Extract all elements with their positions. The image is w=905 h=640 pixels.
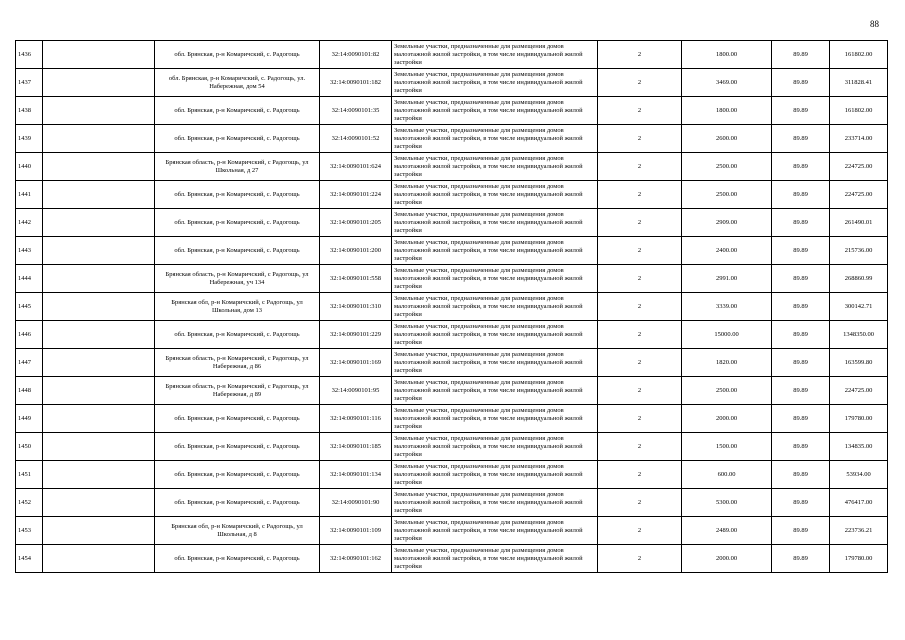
address-cell: Брянская область, р-н Комаричский, с Радогощь, ул Набережная, уч 134: [155, 265, 320, 293]
land-use-cell: Земельные участки, предназначенные для размещения домов малоэтажной жилой застройки, в том числе индивидуальной жилой застройки: [392, 237, 598, 265]
address-cell: обл. Брянская, р-н Комаричский, с. Радогощь: [155, 433, 320, 461]
address-cell: обл. Брянская, р-н Комаричский, с. Радогощь, ул. Набережная, дом 54: [155, 69, 320, 97]
address-cell: обл. Брянская, р-н Комаричский, с. Радогощь: [155, 237, 320, 265]
area-cell: 2600.00: [682, 125, 772, 153]
table-row: [16, 181, 888, 209]
blank-cell: [43, 293, 155, 321]
land-use-cell: Земельные участки, предназначенные для размещения домов малоэтажной жилой застройки, в том числе индивидуальной жилой застройки: [392, 69, 598, 97]
row-number-cell: 1446: [16, 321, 43, 349]
area-cell: 600.00: [682, 461, 772, 489]
group-cell: 2: [598, 153, 682, 181]
blank-cell: [43, 237, 155, 265]
blank-cell: [43, 265, 155, 293]
table-row: [16, 265, 888, 293]
cadastral-value-cell: 215736.00: [830, 237, 888, 265]
address-cell: обл. Брянская, р-н Комаричский, с. Радогощь: [155, 405, 320, 433]
table-row: [16, 461, 888, 489]
row-number-cell: 1442: [16, 209, 43, 237]
table-row: [16, 433, 888, 461]
cadastral-value-cell: 300142.71: [830, 293, 888, 321]
rate-cell: 89.89: [772, 461, 830, 489]
cadastral-value-cell: 224725.00: [830, 181, 888, 209]
land-use-cell: Земельные участки, предназначенные для размещения домов малоэтажной жилой застройки, в том числе индивидуальной жилой застройки: [392, 545, 598, 573]
row-number-cell: 1444: [16, 265, 43, 293]
group-cell: 2: [598, 489, 682, 517]
group-cell: 2: [598, 433, 682, 461]
row-number-cell: 1451: [16, 461, 43, 489]
area-cell: 2991.00: [682, 265, 772, 293]
blank-cell: [43, 209, 155, 237]
row-number-cell: 1436: [16, 41, 43, 69]
cadastral-number-cell: 32:14:0090101:162: [320, 545, 392, 573]
land-use-cell: Земельные участки, предназначенные для размещения домов малоэтажной жилой застройки, в том числе индивидуальной жилой застройки: [392, 321, 598, 349]
area-cell: 3339.00: [682, 293, 772, 321]
blank-cell: [43, 181, 155, 209]
blank-cell: [43, 377, 155, 405]
row-number-cell: 1449: [16, 405, 43, 433]
table-row: [16, 69, 888, 97]
area-cell: 1800.00: [682, 41, 772, 69]
area-cell: 15000.00: [682, 321, 772, 349]
row-number-cell: 1447: [16, 349, 43, 377]
land-use-cell: Земельные участки, предназначенные для размещения домов малоэтажной жилой застройки, в том числе индивидуальной жилой застройки: [392, 125, 598, 153]
cadastral-value-cell: 179780.00: [830, 405, 888, 433]
rate-cell: 89.89: [772, 349, 830, 377]
cadastral-number-cell: 32:14:0090101:185: [320, 433, 392, 461]
rate-cell: 89.89: [772, 153, 830, 181]
table-row: [16, 489, 888, 517]
group-cell: 2: [598, 237, 682, 265]
area-cell: 3469.00: [682, 69, 772, 97]
address-cell: обл. Брянская, р-н Комаричский, с. Радогощь: [155, 181, 320, 209]
area-cell: 2500.00: [682, 153, 772, 181]
blank-cell: [43, 97, 155, 125]
page-number: 88: [870, 19, 879, 29]
area-cell: 2400.00: [682, 237, 772, 265]
table-body: [16, 41, 888, 573]
land-use-cell: Земельные участки, предназначенные для размещения домов малоэтажной жилой застройки, в том числе индивидуальной жилой застройки: [392, 41, 598, 69]
blank-cell: [43, 41, 155, 69]
area-cell: 2909.00: [682, 209, 772, 237]
row-number-cell: 1440: [16, 153, 43, 181]
cadastral-value-cell: 224725.00: [830, 153, 888, 181]
address-cell: Брянская область, р-н Комаричский, с Радогощь, ул Школьная, д 27: [155, 153, 320, 181]
group-cell: 2: [598, 41, 682, 69]
cadastral-number-cell: 32:14:0090101:169: [320, 349, 392, 377]
group-cell: 2: [598, 377, 682, 405]
blank-cell: [43, 461, 155, 489]
area-cell: 1800.00: [682, 97, 772, 125]
group-cell: 2: [598, 461, 682, 489]
area-cell: 5300.00: [682, 489, 772, 517]
cadastral-value-cell: 311828.41: [830, 69, 888, 97]
blank-cell: [43, 125, 155, 153]
table-row: [16, 125, 888, 153]
cadastral-value-cell: 224725.00: [830, 377, 888, 405]
cadastral-value-cell: 161802.00: [830, 97, 888, 125]
group-cell: 2: [598, 293, 682, 321]
land-use-cell: Земельные участки, предназначенные для размещения домов малоэтажной жилой застройки, в том числе индивидуальной жилой застройки: [392, 489, 598, 517]
rate-cell: 89.89: [772, 125, 830, 153]
address-cell: Брянская обл, р-н Комаричский, с Радогощь, ул Школьная, д 8: [155, 517, 320, 545]
address-cell: обл. Брянская, р-н Комаричский, с. Радогощь: [155, 125, 320, 153]
cadastral-value-cell: 268860.99: [830, 265, 888, 293]
area-cell: 2000.00: [682, 545, 772, 573]
land-use-cell: Земельные участки, предназначенные для размещения домов малоэтажной жилой застройки, в том числе индивидуальной жилой застройки: [392, 377, 598, 405]
table-row: [16, 517, 888, 545]
row-number-cell: 1445: [16, 293, 43, 321]
rate-cell: 89.89: [772, 237, 830, 265]
land-use-cell: Земельные участки, предназначенные для размещения домов малоэтажной жилой застройки, в том числе индивидуальной жилой застройки: [392, 181, 598, 209]
area-cell: 2489.00: [682, 517, 772, 545]
address-cell: обл. Брянская, р-н Комаричский, с. Радогощь: [155, 209, 320, 237]
address-cell: обл. Брянская, р-н Комаричский, с. Радогощь: [155, 97, 320, 125]
rate-cell: 89.89: [772, 265, 830, 293]
area-cell: 1820.00: [682, 349, 772, 377]
land-use-cell: Земельные участки, предназначенные для размещения домов малоэтажной жилой застройки, в том числе индивидуальной жилой застройки: [392, 349, 598, 377]
cadastral-number-cell: 32:14:0090101:35: [320, 97, 392, 125]
address-cell: Брянская область, р-н Комаричский, с Радогощь, ул Набережная, д 89: [155, 377, 320, 405]
land-plot-registry-table: [15, 40, 888, 573]
blank-cell: [43, 433, 155, 461]
blank-cell: [43, 405, 155, 433]
row-number-cell: 1453: [16, 517, 43, 545]
group-cell: 2: [598, 517, 682, 545]
row-number-cell: 1448: [16, 377, 43, 405]
cadastral-number-cell: 32:14:0090101:116: [320, 405, 392, 433]
cadastral-number-cell: 32:14:0090101:52: [320, 125, 392, 153]
group-cell: 2: [598, 209, 682, 237]
cadastral-value-cell: 161802.00: [830, 41, 888, 69]
address-cell: Брянская область, р-н Комаричский, с Радогощь, ул Набережная, д 86: [155, 349, 320, 377]
blank-cell: [43, 153, 155, 181]
table-row: [16, 97, 888, 125]
table-row: [16, 377, 888, 405]
group-cell: 2: [598, 69, 682, 97]
cadastral-value-cell: 134835.00: [830, 433, 888, 461]
row-number-cell: 1443: [16, 237, 43, 265]
table-row: [16, 293, 888, 321]
group-cell: 2: [598, 125, 682, 153]
address-cell: обл. Брянская, р-н Комаричский, с. Радогощь: [155, 41, 320, 69]
table-row: [16, 237, 888, 265]
cadastral-value-cell: 476417.00: [830, 489, 888, 517]
cadastral-value-cell: 223736.21: [830, 517, 888, 545]
rate-cell: 89.89: [772, 181, 830, 209]
cadastral-number-cell: 32:14:0090101:182: [320, 69, 392, 97]
cadastral-number-cell: 32:14:0090101:95: [320, 377, 392, 405]
rate-cell: 89.89: [772, 545, 830, 573]
land-use-cell: Земельные участки, предназначенные для размещения домов малоэтажной жилой застройки, в том числе индивидуальной жилой застройки: [392, 97, 598, 125]
row-number-cell: 1437: [16, 69, 43, 97]
cadastral-value-cell: 179780.00: [830, 545, 888, 573]
group-cell: 2: [598, 97, 682, 125]
cadastral-number-cell: 32:14:0090101:200: [320, 237, 392, 265]
cadastral-number-cell: 32:14:0090101:205: [320, 209, 392, 237]
cadastral-value-cell: 1348350.00: [830, 321, 888, 349]
address-cell: обл. Брянская, р-н Комаричский, с. Радогощь: [155, 461, 320, 489]
cadastral-value-cell: 261490.01: [830, 209, 888, 237]
cadastral-number-cell: 32:14:0090101:82: [320, 41, 392, 69]
group-cell: 2: [598, 545, 682, 573]
row-number-cell: 1452: [16, 489, 43, 517]
cadastral-number-cell: 32:14:0090101:90: [320, 489, 392, 517]
area-cell: 1500.00: [682, 433, 772, 461]
area-cell: 2500.00: [682, 377, 772, 405]
row-number-cell: 1441: [16, 181, 43, 209]
table-row: [16, 545, 888, 573]
blank-cell: [43, 517, 155, 545]
group-cell: 2: [598, 265, 682, 293]
cadastral-value-cell: 163599.80: [830, 349, 888, 377]
rate-cell: 89.89: [772, 293, 830, 321]
cadastral-number-cell: 32:14:0090101:134: [320, 461, 392, 489]
land-use-cell: Земельные участки, предназначенные для размещения домов малоэтажной жилой застройки, в том числе индивидуальной жилой застройки: [392, 293, 598, 321]
rate-cell: 89.89: [772, 41, 830, 69]
blank-cell: [43, 489, 155, 517]
address-cell: Брянская обл, р-н Комаричский, с Радогощь, ул Школьная, дом 13: [155, 293, 320, 321]
land-use-cell: Земельные участки, предназначенные для размещения домов малоэтажной жилой застройки, в том числе индивидуальной жилой застройки: [392, 153, 598, 181]
address-cell: обл. Брянская, р-н Комаричский, с. Радогощь: [155, 321, 320, 349]
table-row: [16, 405, 888, 433]
group-cell: 2: [598, 181, 682, 209]
table-row: [16, 209, 888, 237]
cadastral-number-cell: 32:14:0090101:224: [320, 181, 392, 209]
land-use-cell: Земельные участки, предназначенные для размещения домов малоэтажной жилой застройки, в том числе индивидуальной жилой застройки: [392, 265, 598, 293]
rate-cell: 89.89: [772, 321, 830, 349]
row-number-cell: 1450: [16, 433, 43, 461]
row-number-cell: 1454: [16, 545, 43, 573]
area-cell: 2500.00: [682, 181, 772, 209]
table-row: [16, 41, 888, 69]
rate-cell: 89.89: [772, 69, 830, 97]
rate-cell: 89.89: [772, 517, 830, 545]
cadastral-number-cell: 32:14:0090101:558: [320, 265, 392, 293]
land-use-cell: Земельные участки, предназначенные для размещения домов малоэтажной жилой застройки, в том числе индивидуальной жилой застройки: [392, 461, 598, 489]
land-use-cell: Земельные участки, предназначенные для размещения домов малоэтажной жилой застройки, в том числе индивидуальной жилой застройки: [392, 209, 598, 237]
rate-cell: 89.89: [772, 489, 830, 517]
table-row: [16, 153, 888, 181]
cadastral-value-cell: 233714.00: [830, 125, 888, 153]
land-use-cell: Земельные участки, предназначенные для размещения домов малоэтажной жилой застройки, в том числе индивидуальной жилой застройки: [392, 517, 598, 545]
address-cell: обл. Брянская, р-н Комаричский, с. Радогощь: [155, 489, 320, 517]
cadastral-number-cell: 32:14:0090101:310: [320, 293, 392, 321]
address-cell: обл. Брянская, р-н Комаричский, с. Радогощь: [155, 545, 320, 573]
rate-cell: 89.89: [772, 97, 830, 125]
row-number-cell: 1438: [16, 97, 43, 125]
rate-cell: 89.89: [772, 433, 830, 461]
rate-cell: 89.89: [772, 377, 830, 405]
cadastral-number-cell: 32:14:0090101:229: [320, 321, 392, 349]
row-number-cell: 1439: [16, 125, 43, 153]
rate-cell: 89.89: [772, 405, 830, 433]
blank-cell: [43, 321, 155, 349]
blank-cell: [43, 69, 155, 97]
land-use-cell: Земельные участки, предназначенные для размещения домов малоэтажной жилой застройки, в том числе индивидуальной жилой застройки: [392, 405, 598, 433]
group-cell: 2: [598, 405, 682, 433]
blank-cell: [43, 349, 155, 377]
area-cell: 2000.00: [682, 405, 772, 433]
table-row: [16, 349, 888, 377]
rate-cell: 89.89: [772, 209, 830, 237]
land-use-cell: Земельные участки, предназначенные для размещения домов малоэтажной жилой застройки, в том числе индивидуальной жилой застройки: [392, 433, 598, 461]
cadastral-number-cell: 32:14:0090101:109: [320, 517, 392, 545]
cadastral-value-cell: 53934.00: [830, 461, 888, 489]
blank-cell: [43, 545, 155, 573]
cadastral-number-cell: 32:14:0090101:624: [320, 153, 392, 181]
table-row: [16, 321, 888, 349]
group-cell: 2: [598, 321, 682, 349]
group-cell: 2: [598, 349, 682, 377]
